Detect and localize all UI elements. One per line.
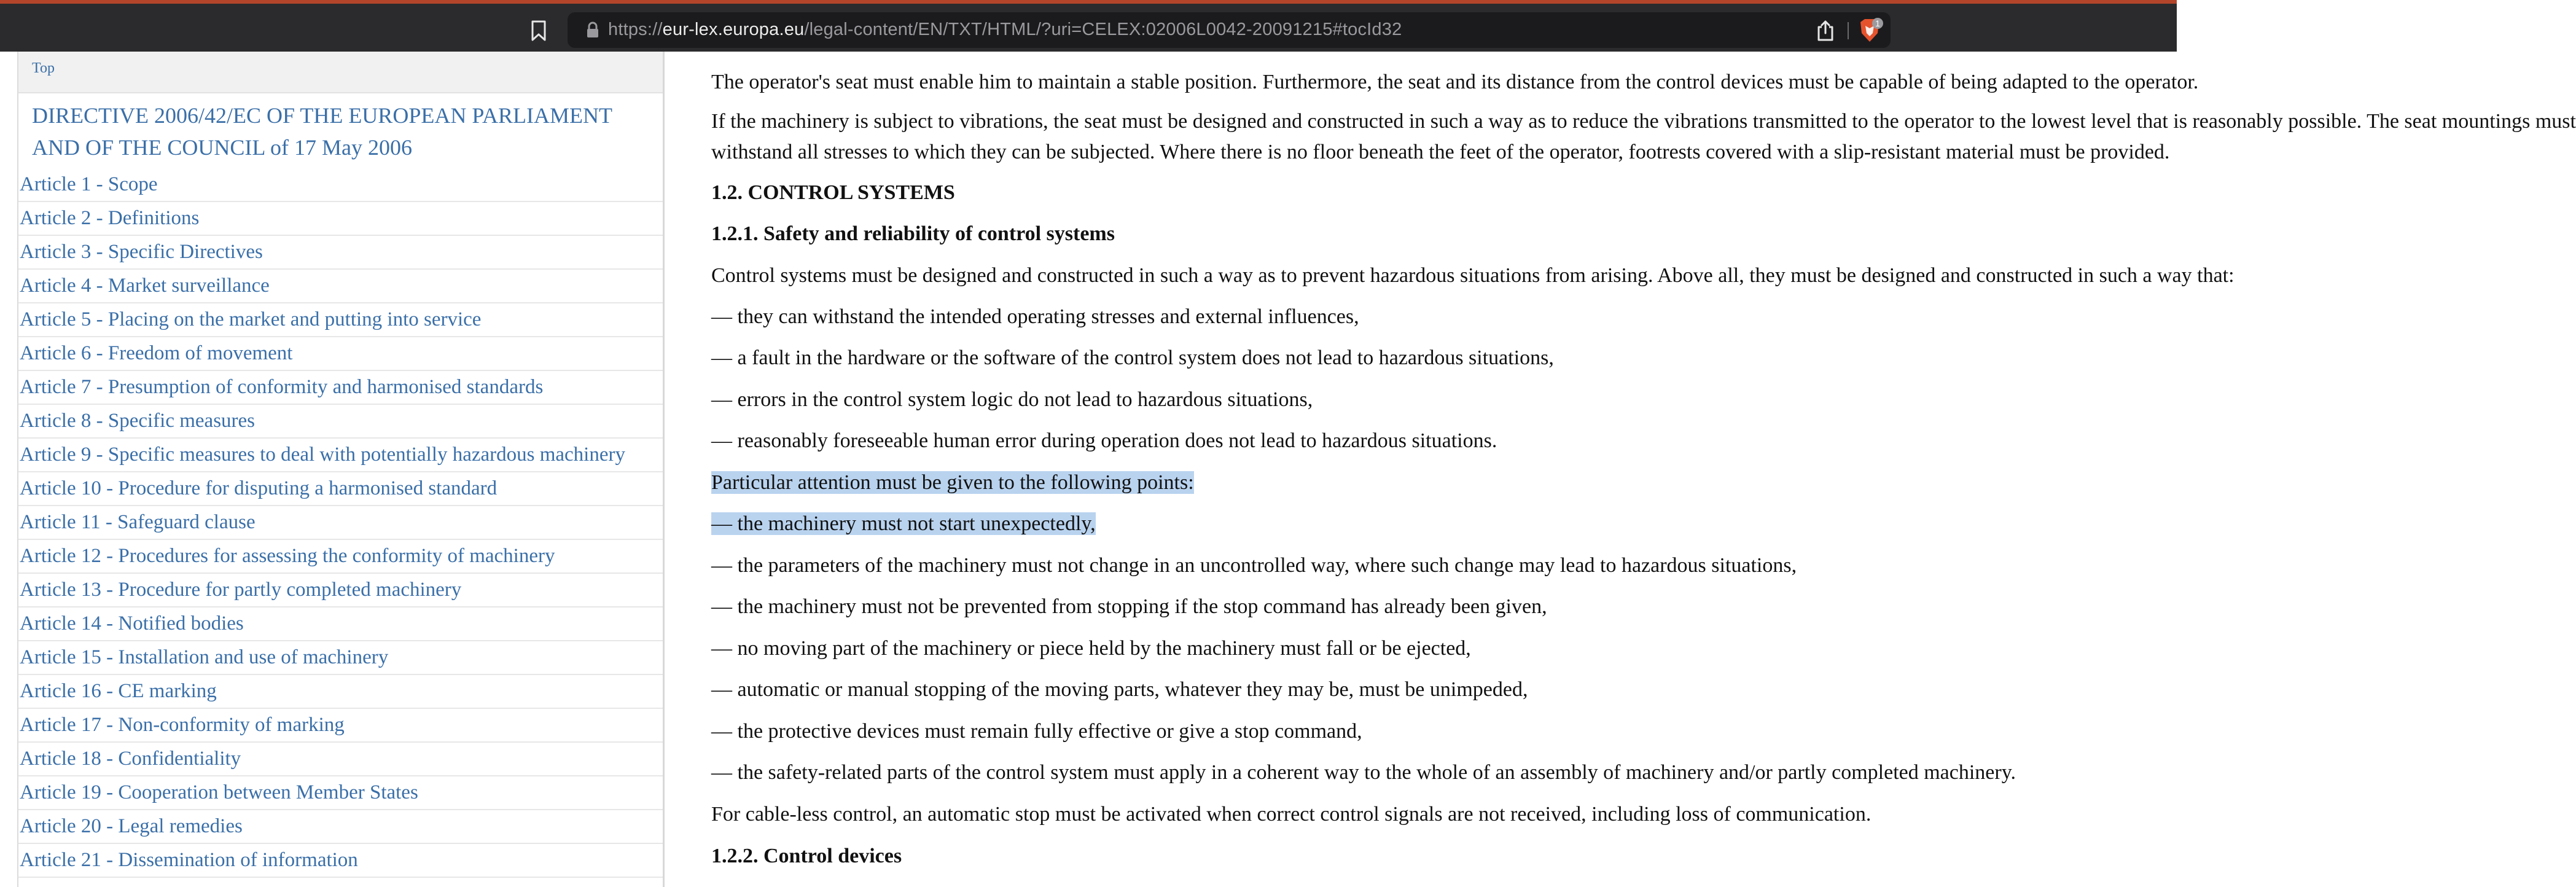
brave-shield-icon[interactable] xyxy=(1857,17,1883,44)
toc-item[interactable]: Article 8 - Specific measures xyxy=(18,405,663,439)
lock-icon[interactable] xyxy=(586,22,599,38)
list-item: — the parameters of the machinery must not change in an uncontrolled way, where such change may lead to hazardous situations, xyxy=(711,554,1797,577)
toc-item[interactable]: Article 10 - Procedure for disputing a harmonised standard xyxy=(18,472,663,506)
selected-text: Particular attention must be given to the following points: xyxy=(711,471,1194,494)
toc-item[interactable]: Article 15 - Installation and use of machinery xyxy=(18,641,663,675)
toc-item[interactable]: Article 9 - Specific measures to deal with potentially hazardous machinery xyxy=(18,439,663,472)
toc-item[interactable]: Article 1 - Scope xyxy=(18,168,663,202)
list-item: — the safety-related parts of the control system must apply in a coherent way to the whole of an assembly of machinery and/or partly completed machinery. xyxy=(711,761,2016,784)
heading-control-devices: 1.2.2. Control devices xyxy=(711,845,902,867)
url-path: /legal-content/EN/TXT/HTML/?uri=CELEX:02006L0042-20091215#tocId32 xyxy=(804,20,1402,39)
heading-safety-reliability: 1.2.1. Safety and reliability of control systems xyxy=(711,222,1115,245)
paragraph-vibrations-line2: withstand all stresses to which they can be subjected. Where there is no floor beneath the feet of the operator, footrests covered with a slip-resistant material must be provided. xyxy=(711,141,2170,163)
url-host: eur-lex.europa.eu xyxy=(662,20,805,39)
extension-badge: 1 xyxy=(1875,18,1880,28)
paragraph-cable-less-control: For cable-less control, an automatic stop must be activated when correct control signals are not received, including loss of communication. xyxy=(711,803,1872,826)
toc-item[interactable]: Article 19 - Cooperation between Member States xyxy=(18,776,663,810)
toc-sidebar xyxy=(17,52,665,887)
paragraph-vibrations-line1: If the machinery is subject to vibrations, the seat must be designed and constructed in such a way as to reduce the vibrations transmitted to the operator to the lowest level that is reasonably possible. The seat mountings must xyxy=(711,110,2576,133)
list-item: — automatic or manual stopping of the moving parts, whatever they may be, must be unimpeded, xyxy=(711,678,1528,701)
toc-item[interactable]: Article 12 - Procedures for assessing the conformity of machinery xyxy=(18,540,663,574)
toc-item[interactable]: Article 6 - Freedom of movement xyxy=(18,337,663,371)
paragraph-particular-attention xyxy=(711,469,1194,496)
toc-item[interactable]: Article 7 - Presumption of conformity and harmonised standards xyxy=(18,371,663,405)
list-item: — a fault in the hardware or the software of the control system does not lead to hazardous situations, xyxy=(711,346,1554,369)
list-item: — the protective devices must remain fully effective or give a stop command, xyxy=(711,720,1362,743)
toc-item[interactable]: Article 18 - Confidentiality xyxy=(18,743,663,776)
bookmark-icon[interactable] xyxy=(529,20,548,42)
paragraph-control-systems: Control systems must be designed and constructed in such a way as to prevent hazardous situations from arising. Above all, they must be designed and constructed in such a way that: xyxy=(711,264,2234,287)
toc-item[interactable]: Article 16 - CE marking xyxy=(18,675,663,709)
toc-list xyxy=(18,168,663,878)
url-text[interactable] xyxy=(608,20,1402,40)
paragraph-operator-seat: The operator's seat must enable him to maintain a stable position. Furthermore, the seat and its distance from the control devices must be capable of being adapted to the operator. xyxy=(711,71,2199,93)
toc-item[interactable]: Article 5 - Placing on the market and putting into service xyxy=(18,303,663,337)
toc-item[interactable]: Article 21 - Dissemination of information xyxy=(18,844,663,878)
list-item: — they can withstand the intended operating stresses and external influences, xyxy=(711,305,1359,328)
list-item: — errors in the control system logic do not lead to hazardous situations, xyxy=(711,388,1313,411)
list-item: — no moving part of the machinery or piece held by the machinery must fall or be ejected, xyxy=(711,637,1471,660)
browser-toolbar xyxy=(0,0,2177,52)
list-item: — reasonably foreseeable human error during operation does not lead to hazardous situations. xyxy=(711,429,1497,452)
address-bar[interactable] xyxy=(568,12,1891,48)
toc-item[interactable]: Article 4 - Market surveillance xyxy=(18,270,663,303)
toc-item[interactable]: Article 13 - Procedure for partly completed machinery xyxy=(18,574,663,608)
toc-top-link[interactable]: Top xyxy=(18,52,663,93)
list-item: — the machinery must not be prevented from stopping if the stop command has already been given, xyxy=(711,595,1547,618)
document-content xyxy=(711,52,2576,887)
toc-item[interactable]: Article 2 - Definitions xyxy=(18,202,663,236)
list-item xyxy=(711,510,1096,537)
url-scheme: https:// xyxy=(608,20,663,39)
toc-item[interactable]: Article 17 - Non-conformity of marking xyxy=(18,709,663,743)
toc-item[interactable]: Article 20 - Legal remedies xyxy=(18,810,663,844)
share-icon[interactable] xyxy=(1816,20,1835,42)
toc-item[interactable]: Article 14 - Notified bodies xyxy=(18,608,663,641)
selected-text: — the machinery must not start unexpectedly, xyxy=(711,512,1096,535)
toc-item[interactable]: Article 11 - Safeguard clause xyxy=(18,506,663,540)
toc-title-link[interactable]: DIRECTIVE 2006/42/EC OF THE EUROPEAN PARLIAMENT AND OF THE COUNCIL of 17 May 2006 xyxy=(32,103,612,160)
address-bar-divider xyxy=(1848,22,1849,39)
toc-item[interactable]: Article 3 - Specific Directives xyxy=(18,236,663,270)
heading-control-systems: 1.2. CONTROL SYSTEMS xyxy=(711,181,955,204)
